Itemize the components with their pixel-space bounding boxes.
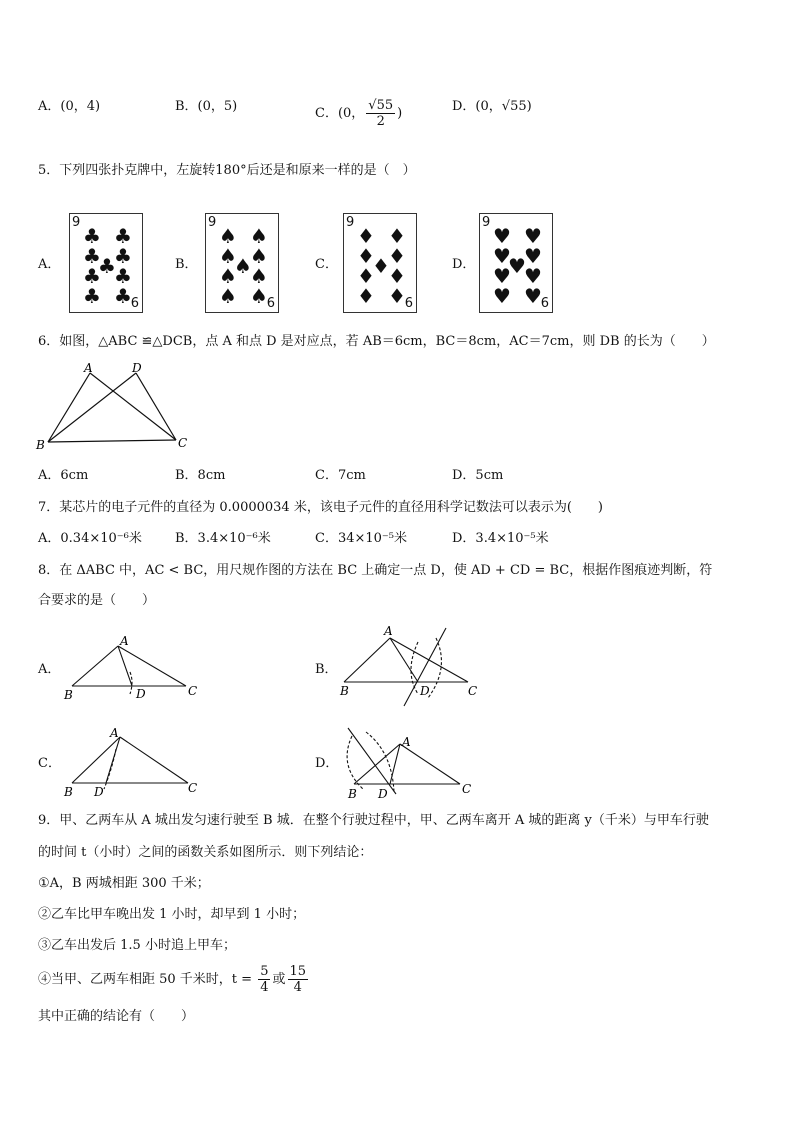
q6-option-c: C．7cm: [315, 468, 366, 483]
q5-stem: 5．下列四张扑克牌中，左旋转180°后还是和原来一样的是（ ）: [38, 163, 416, 178]
card-club: [69, 213, 143, 313]
card-diamond-rank-flipped: 6: [404, 296, 413, 311]
card-spade-rank: 9: [208, 215, 217, 230]
segment-ac: [120, 737, 188, 783]
label-c: C: [188, 781, 198, 795]
card-heart-rank: 9: [482, 215, 491, 230]
label-a: A: [84, 361, 93, 375]
q4-option-a: A．(0，4): [38, 99, 101, 114]
q4-option-c-numerator: √55: [368, 98, 394, 113]
spade-icon: ♠: [250, 224, 268, 248]
label-b: B: [36, 438, 45, 452]
q7-stem: 7．某芯片的电子元件的直径为 0.0000034 米，该电子元件的直径用科学记数法可以表示为( ): [38, 500, 603, 515]
club-icon: ♣: [83, 224, 101, 248]
diamond-icon: ♦: [388, 224, 406, 248]
q9-fraction-15-4: [288, 964, 309, 995]
q9-fraction-5-4: [258, 964, 270, 995]
q4-option-b: B．(0，5): [175, 99, 238, 114]
card-heart-rank-flipped: 6: [540, 296, 549, 311]
q7-option-d: D．3.4×10⁻⁵米: [452, 531, 549, 546]
q4-option-c-denominator: 2: [376, 114, 385, 129]
diamond-icon: ♦: [388, 244, 406, 268]
q4-option-c-prefix: C．(0，: [315, 106, 365, 121]
q9-conclusion-3: ③乙车出发后 1.5 小时追上甲车；: [38, 938, 236, 953]
segment-db: [48, 373, 136, 442]
club-icon: ♣: [114, 224, 132, 248]
heart-icon: ♥: [493, 244, 511, 268]
spade-icon: ♠: [219, 244, 237, 268]
label-d: D: [420, 684, 430, 698]
segment-ad: [390, 638, 418, 682]
heart-icon: ♥: [524, 284, 542, 308]
q4-option-d-prefix: D．(0，: [452, 99, 502, 114]
diamond-icon: ♦: [357, 244, 375, 268]
q9-conclusion-4-prefix: ④当甲、乙两车相距 50 千米时，t =: [38, 972, 253, 987]
card-spade: [205, 213, 279, 313]
label-d: D: [136, 687, 146, 701]
diamond-icon: ♦: [357, 224, 375, 248]
heart-icon: ♥: [493, 284, 511, 308]
arc-trace-right: [428, 638, 441, 698]
spade-icon: ♠: [234, 254, 252, 278]
card-diamond: [343, 213, 417, 313]
label-c: C: [462, 782, 472, 796]
club-icon: ♣: [114, 284, 132, 308]
segment-ab: [354, 744, 400, 784]
segment-dc: [136, 373, 176, 440]
label-c: C: [468, 684, 478, 698]
q8-stem-line1: 8．在 ΔABC 中，AC < BC，用尺规作图的方法在 BC 上确定一点 D，使 AD + CD = BC，根据作图痕迹判断，符: [38, 563, 713, 578]
club-icon: ♣: [114, 244, 132, 268]
spade-icon: ♠: [219, 264, 237, 288]
spade-icon: ♠: [219, 224, 237, 248]
fraction-numerator: 15: [289, 964, 307, 979]
segment-ab: [72, 646, 118, 686]
arc-trace-left: [411, 642, 418, 694]
label-b: B: [340, 684, 349, 698]
q5-label-b: B．: [175, 257, 198, 272]
q9-conclusion-2: ②乙车比甲车晚出发 1 小时，却早到 1 小时；: [38, 907, 306, 922]
q7-option-c: C．34×10⁻⁵米: [315, 531, 407, 546]
q7-option-b: B．3.4×10⁻⁶米: [175, 531, 271, 546]
label-b: B: [348, 787, 357, 801]
club-icon: ♣: [83, 264, 101, 288]
card-diamond-rank: 9: [346, 215, 355, 230]
q7-option-a: A．0.34×10⁻⁶米: [38, 531, 142, 546]
heart-icon: ♥: [524, 244, 542, 268]
segment-bc: [48, 440, 176, 442]
q8-figure-b: [334, 622, 484, 708]
spade-icon: ♠: [250, 244, 268, 268]
diamond-icon: ♦: [357, 264, 375, 288]
fraction-numerator: 5: [260, 964, 269, 979]
club-icon: ♣: [98, 254, 116, 278]
segment-ab: [344, 638, 390, 682]
q5-label-a: A．: [38, 257, 61, 272]
label-a: A: [384, 624, 393, 638]
card-heart: [479, 213, 553, 313]
q5-label-c: C．: [315, 257, 338, 272]
q4-option-c-suffix: ): [397, 106, 403, 121]
q8-figure-a: [58, 632, 208, 704]
diamond-icon: ♦: [372, 254, 390, 278]
q4-option-c: [315, 98, 402, 129]
label-d: D: [378, 787, 388, 801]
heart-icon: ♥: [508, 254, 526, 278]
label-a: A: [110, 726, 119, 740]
q6-option-d: D．5cm: [452, 468, 504, 483]
heart-icon: ♥: [524, 224, 542, 248]
segment-ac: [118, 646, 186, 686]
q8-figure-d: [334, 722, 484, 802]
spade-icon: ♠: [250, 264, 268, 288]
label-a: A: [120, 634, 129, 648]
diamond-icon: ♦: [357, 284, 375, 308]
segment-ad: [390, 744, 400, 784]
segment-ad: [118, 646, 132, 686]
segment-ac: [90, 373, 176, 440]
q4-option-d-suffix: ): [526, 99, 532, 114]
q4-option-d: [452, 98, 532, 116]
club-icon: ♣: [83, 284, 101, 308]
spade-icon: ♠: [250, 284, 268, 308]
q6-triangle-figure: [30, 360, 200, 454]
q9-stem-line2: 的时间 t（小时）之间的函数关系如图所示．则下列结论：: [38, 845, 373, 860]
segment-ab: [48, 373, 90, 442]
arc-trace-left: [347, 736, 364, 790]
heart-icon: ♥: [493, 264, 511, 288]
card-club-rank-flipped: 6: [130, 296, 139, 311]
q6-stem: 6．如图，△ABC ≌△DCB，点 A 和点 D 是对应点，若 AB＝6cm，BC＝8cm，AC＝7cm，则 DB 的长为（ ）: [38, 334, 715, 349]
q8-stem-line2: 合要求的是（ ）: [38, 593, 156, 608]
card-spade-rank-flipped: 6: [266, 296, 275, 311]
segment-ac: [400, 744, 460, 784]
heart-icon: ♥: [493, 224, 511, 248]
q9-conclusion-4: [38, 964, 310, 995]
heart-icon: ♥: [524, 264, 542, 288]
q4-option-c-fraction: [366, 98, 395, 129]
diamond-icon: ♦: [388, 284, 406, 308]
q6-option-a: A．6cm: [38, 468, 89, 483]
q8-label-d: D．: [315, 756, 339, 771]
q5-label-d: D．: [452, 257, 476, 272]
q6-option-b: B．8cm: [175, 468, 226, 483]
label-c: C: [188, 684, 198, 698]
q8-figure-c: [58, 725, 208, 799]
club-icon: ♣: [83, 244, 101, 268]
q9-conclusion-1: ①A，B 两城相距 300 千米；: [38, 876, 210, 891]
spade-icon: ♠: [219, 284, 237, 308]
q9-question: 其中正确的结论有（ ）: [38, 1009, 195, 1024]
club-icon: ♣: [114, 264, 132, 288]
q8-label-a: A．: [38, 662, 61, 677]
card-club-rank: 9: [72, 215, 81, 230]
label-d: D: [132, 361, 142, 375]
q8-label-c: C．: [38, 756, 61, 771]
label-a: A: [402, 735, 411, 749]
label-c: C: [178, 436, 188, 450]
fraction-denominator: 4: [293, 980, 302, 995]
q9-stem-line1: 9．甲、乙两车从 A 城出发匀速行驶至 B 城．在整个行驶过程中，甲、乙两车离开 A 城的距离 y（千米）与甲车行驶: [38, 813, 709, 828]
fraction-denominator: 4: [260, 980, 269, 995]
label-d: D: [94, 785, 104, 799]
q4-option-d-sqrt: √55: [501, 99, 527, 114]
label-b: B: [64, 688, 73, 702]
diamond-icon: ♦: [388, 264, 406, 288]
q9-conclusion-4-or: 或: [272, 972, 286, 987]
label-b: B: [64, 785, 73, 799]
q8-label-b: B．: [315, 662, 338, 677]
